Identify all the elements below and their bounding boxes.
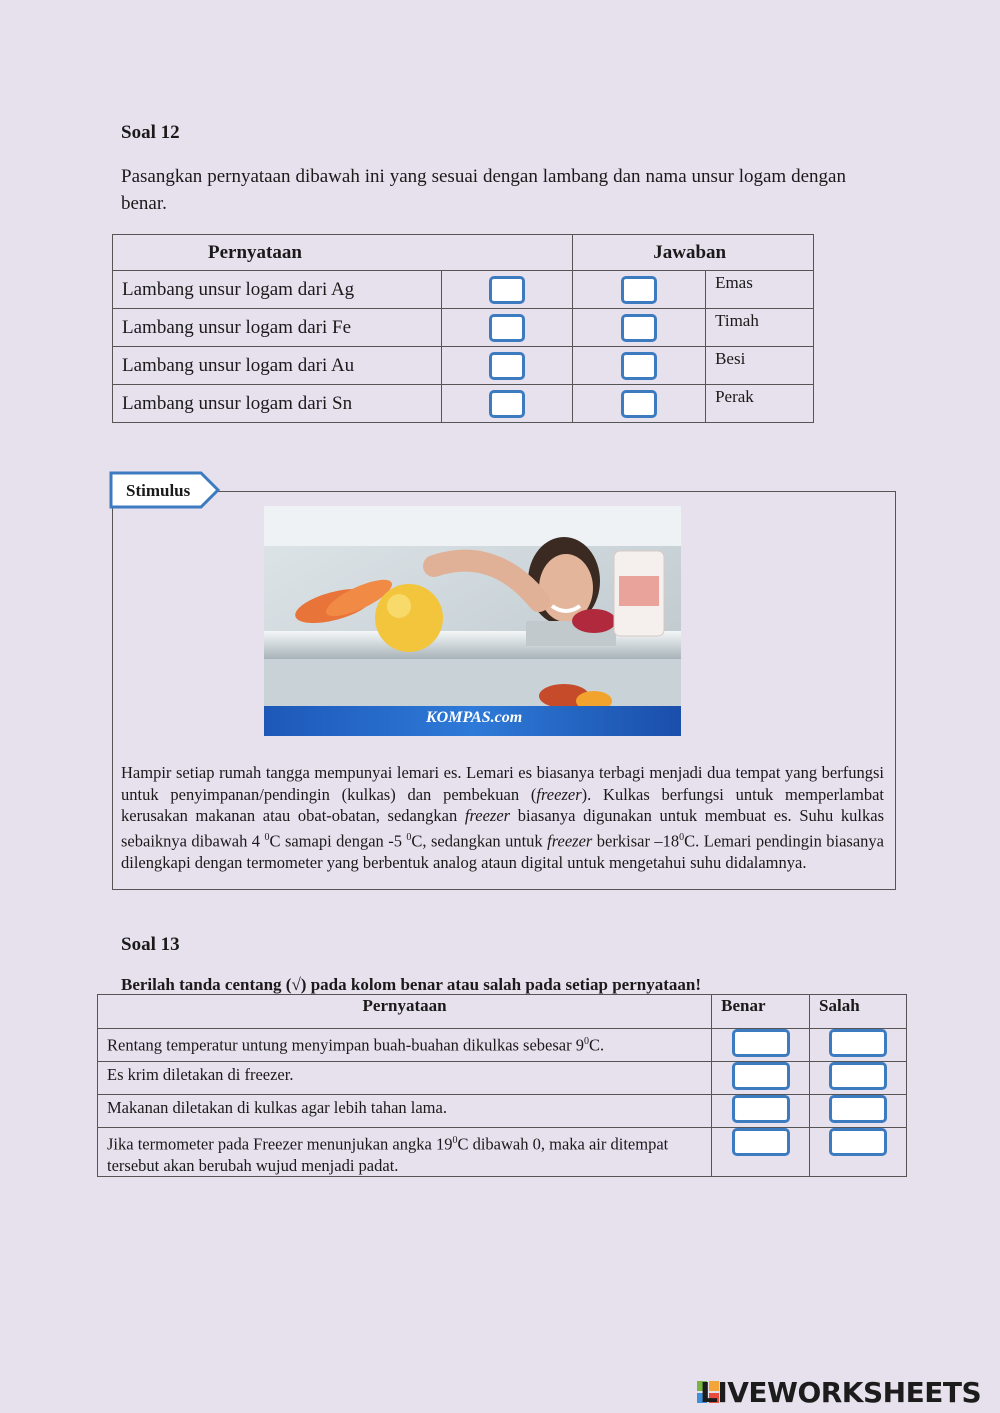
table-row: [113, 385, 814, 423]
soal13-title: Soal 13: [121, 934, 180, 955]
soal12-title: Soal 12: [121, 122, 180, 143]
table-row: [113, 309, 814, 347]
stimulus-label: Stimulus: [126, 481, 191, 500]
salah-box-2[interactable]: [829, 1062, 887, 1090]
fridge-photo: [264, 506, 681, 736]
salah-box-3[interactable]: [829, 1095, 887, 1123]
statement-3: Makanan diletakan di kulkas agar lebih tahan lama.: [98, 1095, 712, 1128]
match-left-box-2[interactable]: [489, 314, 525, 342]
kompas-logo: KOMPAS.com: [426, 709, 523, 726]
statement-sn: Lambang unsur logam dari Sn: [113, 385, 442, 423]
statement-fe: Lambang unsur logam dari Fe: [113, 309, 442, 347]
header-salah: Salah: [810, 995, 907, 1029]
header-pernyataan: Pernyataan: [113, 235, 573, 271]
answer-timah: Timah: [706, 309, 814, 347]
answer-perak: Perak: [706, 385, 814, 423]
statement-4: Jika termometer pada Freezer menunjukan angka $19^0C$ dibawah 0, maka air ditempat tersebut akan berubah wujud menjadi padat.: [98, 1128, 712, 1177]
match-left-box-1[interactable]: [489, 276, 525, 304]
header-pernyataan: Pernyataan: [98, 995, 712, 1029]
table-row: [98, 1095, 907, 1128]
match-right-box-1[interactable]: [621, 276, 657, 304]
table-row: [113, 347, 814, 385]
header-benar: Benar: [712, 995, 810, 1029]
soal12-matching-table: [112, 234, 814, 423]
table-row: [113, 271, 814, 309]
answer-besi: Besi: [706, 347, 814, 385]
benar-box-1[interactable]: [732, 1029, 790, 1057]
match-left-box-4[interactable]: [489, 390, 525, 418]
liveworksheets-brand: LIVEWORKSHEETS: [700, 1376, 982, 1409]
soal13-true-false-table: [97, 994, 907, 1177]
answer-emas: Emas: [706, 271, 814, 309]
stimulus-text: Hampir setiap rumah tangga mempunyai lemari es. Lemari es biasanya terbagi menjadi dua tempat yang berfungsi untuk penyimpanan/pendingin (kulkas) dan pembekuan (freezer). Kulkas berfungsi untuk memperlambat kerusakan makanan atau obat-obatan, sedangkan freezer biasanya digunakan untuk membuat es. Suhu kulkas sebaiknya dibawah 4 $^0$C samapi dengan -5 $^0$C, sedangkan untuk freezer berkisar $-18^0C$. Lemari pendingin biasanya dilengkapi dengan termometer yang berbentuk analog ataun digital untuk mengetahui suhu didalamnya.: [121, 763, 884, 872]
salah-box-1[interactable]: [829, 1029, 887, 1057]
table-row: [98, 1029, 907, 1062]
match-right-box-4[interactable]: [621, 390, 657, 418]
table-row: [98, 1128, 907, 1177]
benar-box-2[interactable]: [732, 1062, 790, 1090]
match-left-box-3[interactable]: [489, 352, 525, 380]
statement-1: Rentang temperatur untung menyimpan buah-buahan dikulkas sebesar $9^0C$.: [98, 1029, 712, 1062]
statement-2: Es krim diletakan di freezer.: [98, 1062, 712, 1095]
salah-box-4[interactable]: [829, 1128, 887, 1156]
match-right-box-3[interactable]: [621, 352, 657, 380]
soal13-instruction: Berilah tanda centang (√) pada kolom benar atau salah pada setiap pernyataan!: [121, 975, 702, 994]
table-row: [98, 1062, 907, 1095]
header-jawaban: Jawaban: [573, 235, 814, 271]
match-right-box-2[interactable]: [621, 314, 657, 342]
soal12-prompt: Pasangkan pernyataan dibawah ini yang sesuai dengan lambang dan nama unsur logam dengan benar.: [121, 166, 846, 214]
statement-au: Lambang unsur logam dari Au: [113, 347, 442, 385]
benar-box-3[interactable]: [732, 1095, 790, 1123]
statement-ag: Lambang unsur logam dari Ag: [113, 271, 442, 309]
benar-box-4[interactable]: [732, 1128, 790, 1156]
